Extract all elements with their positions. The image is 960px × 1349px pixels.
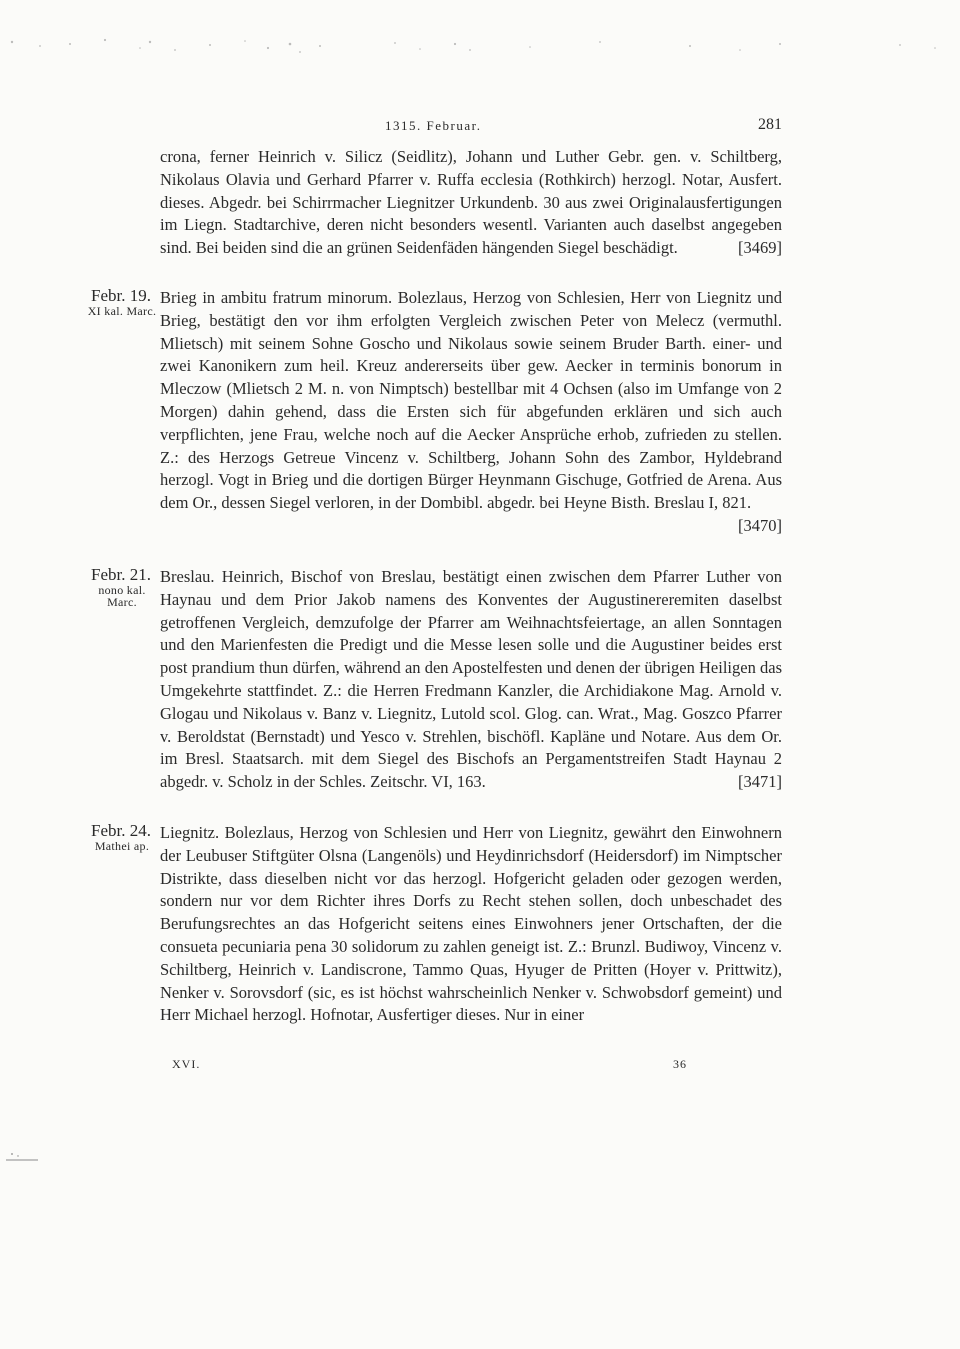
page-footer <box>172 1057 687 1077</box>
entry-reference-number: [3469] <box>738 238 782 258</box>
running-title: 1315. Februar. <box>385 118 482 133</box>
entry-reference-number: [3471] <box>738 772 782 792</box>
page-number: 281 <box>758 116 782 133</box>
entry-body <box>160 566 782 794</box>
entry-text: Liegnitz. Bolezlaus, Herzog von Schlesien und Herr von Liegnitz, gewährt den Einwohnern der Leubuser Stiftgüter Olsna (Langenöls) und Heydinrichsdorf (Heidersdorf) im Nimptscher Distrikte, dass dieselben nicht vor das herzogl. Hofgericht geladen oder gezogen werden, sondern nur vor dem Richter ihres Dorfs zu Recht stehen sollen, doch unbeschadet des Berufungsrechtes an das Hofgericht seitens eines Einwohners jener Ortschaften, der die consueta pecuniaria pena 30 solidorum zu zahlen geneigt ist. Z.: Brunzl. Budiwoy, Vincenz v. Schiltberg, Heinrich v. Landiscrone, Tammo Quas, Hyuger de Pritten (Hoyer v. Prittwitz), Nenker v. Sorovsdorf (sic, es ist höchst wahrscheinlich Nenker v. Schwobsdorf gemeint) und Herr Michael herzogl. Hofnotar, Ausfertiger dieses. Nur in einer <box>160 823 782 1025</box>
margin-feast-date: nono kal. Marc. <box>98 583 146 609</box>
margin-feast-date: Mathei ap. <box>94 839 150 853</box>
entry-text: Brieg in ambitu fratrum minorum. Bolezlaus, Herzog von Schlesien, Herr von Liegnitz und Brieg, bestätigt den vor ihm erfolgten Vergleich zwischen Peter von Melecz (vermuthl. Mlietsch) mit seinem Sohne Goscho und Nikolaus sowie seinem Bruder Barth. einer- und zwei Kanonikern zum heil. Kreuz andererseits über gew. Aecker in terminis bonorum in Mleczow (Mlietsch 2 M. n. von Nimptsch) bestellbar mit 4 Ochsen (also im Umfange von 2 Morgen) dahin gehend, dass die Ersten sich für abgefunden erklären und sich auch verpflichten, jene Frau, welche noch auf die Aecker Ansprüche erhob, zufrieden zu stellen. Z.: des Herzogs Getreue Vincenz v. Schiltberg, Johann Sohn des Zambor, Hyldebrand herzogl. Vogt in Brieg und die dortigen Bürger Heynmann Gischuge, Gotfried de Arena. Aus dem Or., dessen Siegel verloren, in der Dombibl. abgedr. bei Heyne Bisth. Breslau I, 821. <box>160 288 782 513</box>
entry-text: Breslau. Heinrich, Bischof von Breslau, bestätigt einen zwischen dem Pfarrer Luther von Haynau und dem Prior Jakob namens des Konventes der Augustinereremiten daselbst getroffenen Vergleich, demzufolge der Pfarrer am Weihnachtsfeiertage, an allen Sonntagen und den Marienfesten die Predigt und die Messe lesen solle und die Augustiner beides erst post prandium thun dürfen, während an den Apostelfesten und denen der übrigen Heiligen das Umgekehrte stattfindet. Z.: die Herren Fredmann Kanzler, die Archidiakone Mag. Arnold v. Glogau und Nikolaus v. Banz v. Liegnitz, Lutold scol. Glog. can. Wrat., Mag. Goszco Pfarrer v. Beroldstat (Bernstadt) und Yesco v. Strehlen, bischöfl. Kapläne und Notare. Aus dem Or. im Bresl. Staatsarch. mit dem Siegel des Bischofs an Pergamentstreifen Stadt Haynau 2 abgedr. v. Scholz in der Schles. Zeitschr. VI, 163. <box>160 567 782 792</box>
entry-body <box>160 287 782 538</box>
scan-edge-mark <box>6 1150 38 1162</box>
scan-speckle-noise <box>0 20 960 70</box>
margin-feast-date: XI kal. Marc. <box>87 304 157 318</box>
entry-reference-number: [3470] <box>738 515 782 535</box>
entry-text: crona, ferner Heinrich v. Silicz (Seidlitz), Johann und Luther Gebr. gen. v. Schiltberg, Nikolaus Olavia und Gerhard Pfarrer v. Ruffa ecclesia (Rothkirch) herzogl. Notar, Ausfert. dieses. Abgedr. bei Schirrmacher Liegnitzer Urkundenb. 30 aus zwei Originalausfertigungen im Liegn. Stadtarchive, deren nicht besonders wesentl. Varianten auch daselbst angegeben sind. Bei beiden sind die an grünen Seidenfäden hängenden Siegel beschädigt. <box>160 147 782 258</box>
signature-mark: XVI. <box>172 1057 201 1071</box>
page-header <box>160 116 782 140</box>
margin-note <box>86 566 158 608</box>
margin-date: Febr. 19. <box>91 286 151 305</box>
margin-note <box>86 822 158 852</box>
margin-note <box>86 287 158 317</box>
margin-date: Febr. 24. <box>91 821 151 840</box>
entry-body <box>160 146 782 260</box>
margin-date: Febr. 21. <box>91 565 151 584</box>
entry-body <box>160 822 782 1027</box>
sheet-number: 36 <box>673 1057 687 1071</box>
